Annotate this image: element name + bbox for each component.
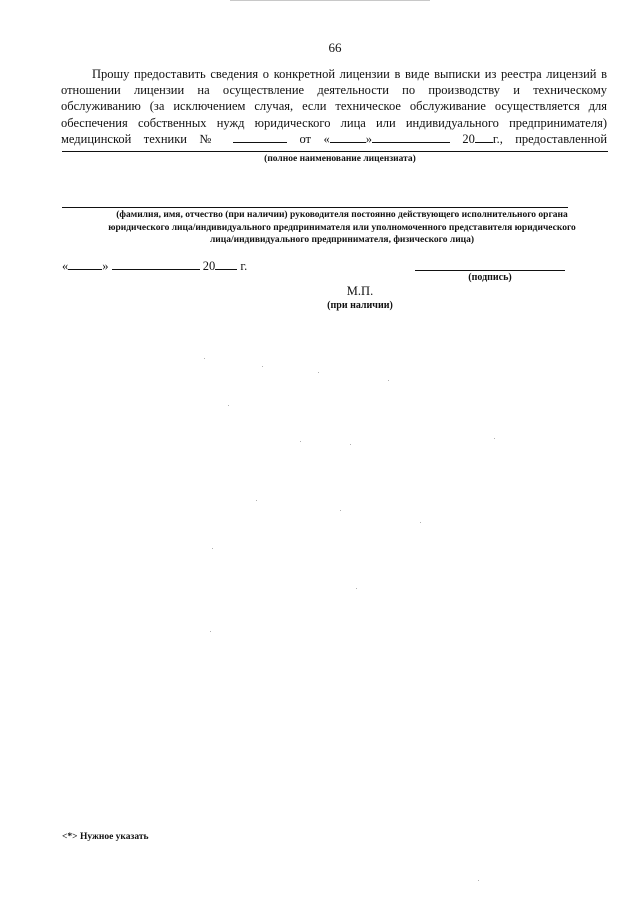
signature-date: [62, 258, 247, 274]
scan-speck: [204, 358, 205, 359]
scan-speck: [210, 631, 211, 632]
day-blank: [330, 131, 366, 143]
license-number-label: медицинской техники №: [61, 131, 221, 146]
year-suffix: г., предоставленной: [492, 131, 608, 146]
seal-note: (при наличии): [327, 300, 393, 311]
request-paragraph: [61, 66, 607, 147]
quote-open: «: [62, 259, 69, 273]
licensee-caption: (полное наименование лицензиата): [264, 154, 416, 164]
scan-speck: [340, 510, 341, 511]
license-date: [323, 132, 450, 146]
year-prefix: 20: [202, 259, 216, 273]
license-year: [462, 132, 607, 146]
paragraph-line: обслуживанию (за исключением случая, если техническое обслуживание осуществляется для: [61, 99, 607, 114]
scan-speck: [420, 522, 421, 523]
paragraph-line: обеспечения собственных нужд юридического лица или индивидуального предпринимателя): [61, 115, 607, 130]
head-caption-line: юридического лица/индивидуального предпринимателя или уполномоченного представителя юридического: [108, 222, 576, 233]
month-blank: [372, 131, 450, 143]
scan-speck: [318, 372, 319, 373]
scan-speck: [388, 380, 389, 381]
head-caption-line: (фамилия, имя, отчество (при наличии) руководителя постоянно действующего исполнительного органа: [116, 210, 568, 220]
signature-line: [415, 270, 565, 271]
year-prefix: 20: [462, 131, 475, 146]
scan-speck: [256, 500, 257, 501]
licensee-name-line: [62, 151, 608, 152]
paragraph-last-line: [61, 131, 607, 147]
scan-speck: [212, 548, 213, 549]
scan-speck: [478, 880, 479, 881]
quote-open: «: [323, 131, 330, 146]
scan-speck: [350, 444, 351, 445]
footnote: <*> Нужное указать: [62, 832, 149, 842]
scan-speck: [356, 588, 357, 589]
quote-close: »: [102, 259, 109, 273]
scan-artifact: [230, 0, 430, 3]
head-caption: [52, 209, 632, 247]
scan-speck: [494, 438, 495, 439]
seal-label: М.П.: [346, 284, 374, 298]
paragraph-line: отношении лицензии на осуществление деятельности по производству и техническому: [61, 83, 607, 98]
month-blank: [112, 258, 200, 270]
scan-speck: [262, 366, 263, 367]
signature-caption: (подпись): [468, 272, 512, 283]
quote-close: »: [365, 131, 372, 146]
paragraph-line: Прошу предоставить сведения о конкретной лицензии в виде выписки из реестра лицензий в: [92, 67, 607, 81]
head-caption-line: лица/индивидуального предпринимателя, физического лица): [209, 235, 475, 245]
year-blank: [475, 131, 493, 143]
year-blank: [215, 258, 237, 270]
scan-speck: [228, 405, 229, 406]
head-name-line: [62, 207, 568, 208]
day-blank: [68, 258, 102, 270]
from-label: от: [299, 131, 312, 146]
page-number: 66: [328, 40, 342, 55]
year-suffix: г.: [240, 259, 248, 273]
license-number-blank: [233, 131, 287, 143]
scan-speck: [300, 441, 301, 442]
